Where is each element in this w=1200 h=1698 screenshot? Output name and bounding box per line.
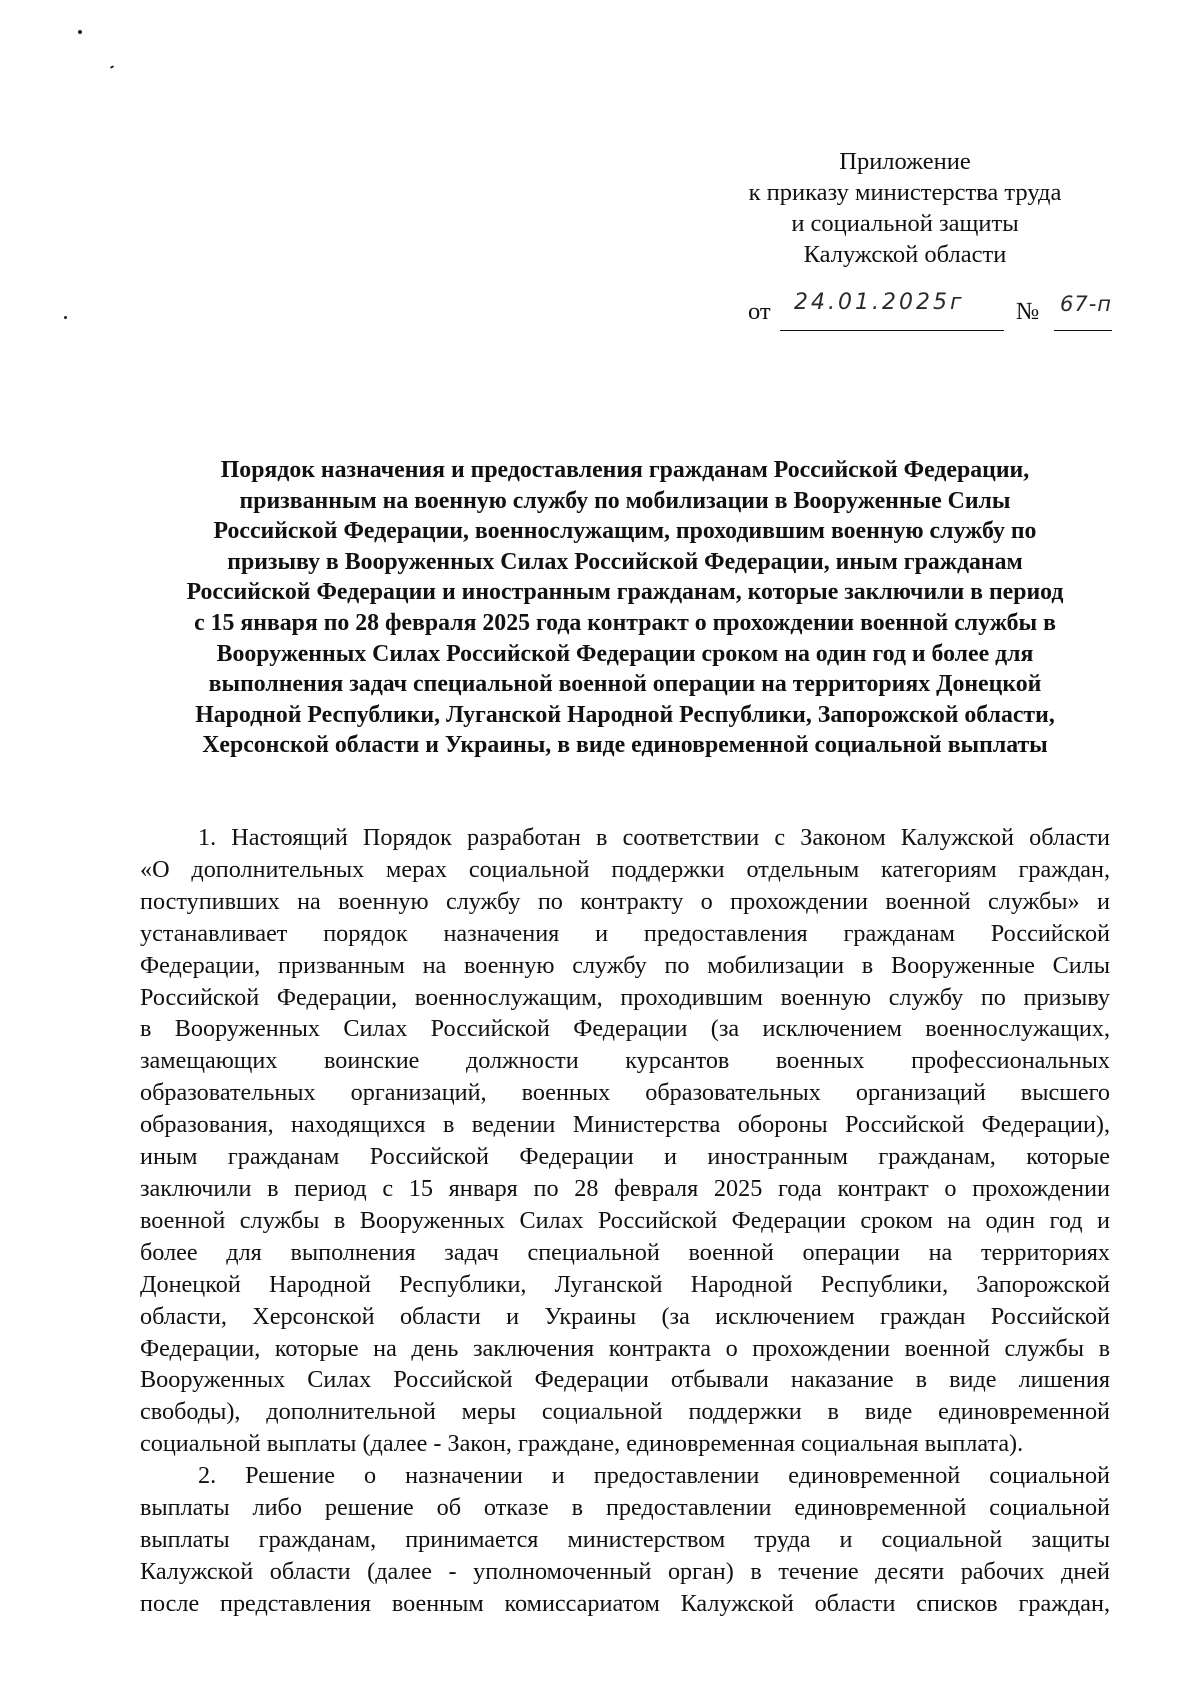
appendix-line: к приказу министерства труда [748,179,1062,206]
paragraph-line: Калужской области (далее - уполномоченный орган) в течение десяти рабочих дней [140,1557,1110,1585]
handwritten-order-date: 24.01.2025г [794,290,965,315]
paragraph-line: 1. Настоящий Порядок разработан в соответствии с Законом Калужской области [198,824,1110,851]
paragraph-line: выплаты либо решение об отказе в предоставлении единовременной социальной [140,1494,1110,1522]
paragraph-line: иным гражданам Российской Федерации и иностранным гражданам, которые [140,1143,1110,1171]
title-line: Вооруженных Силах Российской Федерации сроком на один год и более для [216,640,1034,667]
title-line: Порядок назначения и предоставления гражданам Российской Федерации, [220,457,1030,483]
paragraph-line: свободы), дополнительной меры социальной поддержки в виде единовременной [140,1398,1110,1426]
paragraph-line: области, Херсонской области и Украины (за исключением граждан Российской [140,1302,1110,1330]
paragraph-line: Федерации, призванным на военную службу по мобилизации в Вооруженные Силы [140,951,1110,979]
paragraph-line: замещающих воинские должности курсантов военных профессиональных [140,1047,1110,1075]
paragraph-line: поступивших на военную службу по контракту о прохождении военной службы» и [140,887,1110,915]
paragraph-line: Российской Федерации, военнослужащим, проходившим военную службу по призыву [140,983,1110,1011]
paragraph-line: более для выполнения задач специальной военной операции на территориях [140,1238,1110,1266]
paragraph-line: социальной выплаты (далее - Закон, граждане, единовременная социальная выплата). [140,1430,1024,1458]
appendix-header [715,146,1095,270]
title-line: выполнения задач специальной военной операции на территориях Донецкой [208,671,1042,698]
paragraph-2 [140,1460,1110,1620]
paragraph-line: Федерации, которые на день заключения контракта о прохождении военной службы в [140,1334,1110,1362]
paragraph-line: военной службы в Вооруженных Силах Российской Федерации сроком на один год и [140,1206,1110,1234]
paragraph-line: заключили в период с 15 января по 28 февраля 2025 года контракт о прохождении [140,1174,1110,1202]
paragraph-line: образовательных организаций, военных образовательных организаций высшего [140,1079,1110,1107]
paragraph-line: устанавливает порядок назначения и предоставления гражданам Российской [140,919,1110,947]
paragraph-line: в Вооруженных Силах Российской Федерации (за исключением военнослужащих, [140,1015,1110,1043]
order-date-field [780,290,1004,331]
appendix-line: Приложение [839,148,971,175]
paragraph-line: Вооруженных Силах Российской Федерации отбывали наказание в виде лишения [140,1366,1110,1394]
paragraph-line: после представления военным комиссариатом Калужской области списков граждан, [140,1589,1110,1617]
document-title [140,455,1110,761]
scan-speck [110,65,114,69]
appendix-line: и социальной защиты [791,210,1019,237]
document-body [140,822,1110,1620]
paragraph-line: 2. Решение о назначении и предоставлении единовременной социальной [198,1462,1110,1490]
scan-speck [64,316,67,319]
handwritten-order-number: 67-п [1060,292,1113,316]
paragraph-line: выплаты гражданам, принимается министерством труда и социальной защиты [140,1525,1110,1553]
title-line: Народной Республики, Луганской Народной Республики, Запорожской области, [195,701,1055,728]
title-line: Российской Федерации и иностранным гражданам, которые заключили в период [186,579,1064,606]
title-line: Российской Федерации, военнослужащим, проходившим военную службу по [213,518,1037,545]
paragraph-line: образования, находящихся в ведении Министерства обороны Российской Федерации), [140,1111,1110,1139]
paragraph-1 [140,822,1110,1460]
order-from-label: от [748,298,771,325]
order-number-label: № [1016,298,1040,325]
appendix-line: Калужской области [803,241,1007,268]
title-line: призыву в Вооруженных Силах Российской Федерации, иным гражданам [227,548,1023,575]
scan-speck [78,30,82,34]
order-number-field [1054,292,1113,331]
order-reference [748,290,1148,336]
paragraph-line: Донецкой Народной Республики, Луганской Народной Республики, Запорожской [140,1270,1110,1298]
paragraph-line: «О дополнительных мерах социальной поддержки отдельным категориям граждан, [140,855,1110,883]
title-line: с 15 января по 28 февраля 2025 года контракт о прохождении военной службы в [194,609,1056,636]
title-line: призванным на военную службу по мобилизации в Вооруженные Силы [239,487,1011,514]
title-line: Херсонской области и Украины, в виде единовременной социальной выплаты [202,732,1048,759]
